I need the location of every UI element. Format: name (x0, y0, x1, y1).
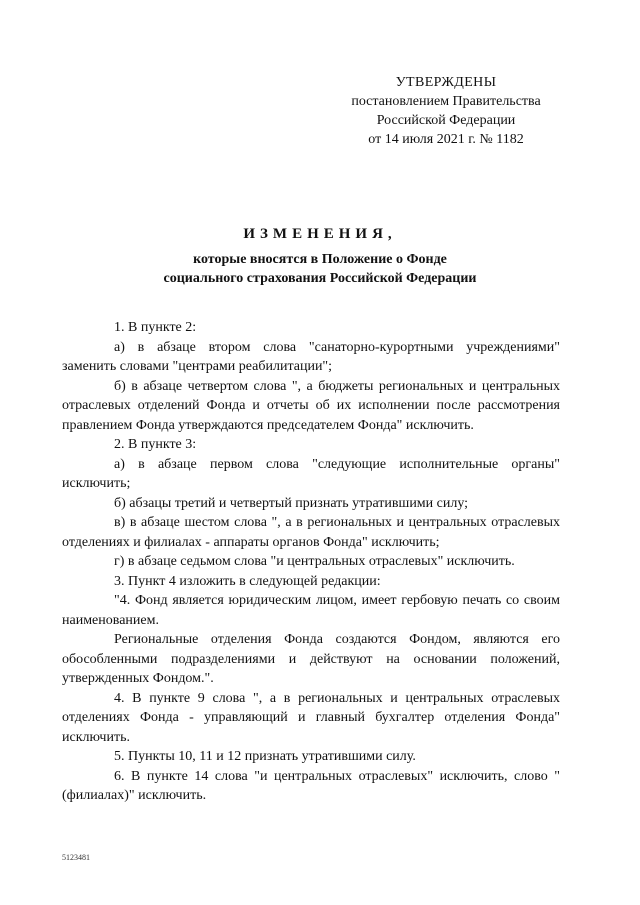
document-title: ИЗМЕНЕНИЯ, (243, 226, 397, 242)
document-code: 5123481 (62, 853, 90, 862)
paragraph-item-3-quote-2: Региональные отделения Фонда создаются Фондом, являются его обособленными подразделениями и действуют на основании положений, утвержденных Фондом.". (62, 632, 560, 686)
document-body (62, 318, 560, 806)
paragraph-item-3: 3. Пункт 4 изложить в следующей редакции: (114, 573, 381, 589)
paragraph-item-1b: б) в абзаце четвертом слова ", а бюджеты региональных и центральных отраслевых отделений Фонда и отчеты об их исполнении после рассмотрения правлением Фонда утверждаются председателем Фонда" исключить. (62, 378, 560, 433)
paragraph-item-2g: г) в абзаце седьмом слова "и центральных отраслевых" исключить. (114, 554, 515, 569)
paragraph-item-2a: а) в абзаце первом слова "следующие исполнительные органы" исключить; (62, 456, 560, 491)
paragraph-item-1: 1. В пункте 2: (114, 320, 197, 335)
paragraph-item-4: 4. В пункте 9 слова ", а в региональных и центральных отраслевых отделениях Фонда - управляющий и главный бухгалтер отделения Фонда" исключить. (62, 690, 560, 745)
approval-stamp (330, 73, 562, 149)
approval-line-resolution: постановлением Правительства (351, 94, 541, 109)
approval-line-government: Российской Федерации (376, 113, 516, 128)
paragraph-item-1a: а) в абзаце втором слова "санаторно-курортными учреждениями" заменить словами "центрами реабилитации"; (62, 339, 560, 374)
paragraph-item-5: 5. Пункты 10, 11 и 12 признать утратившими силу. (114, 749, 416, 764)
approval-line-date-number: от 14 июля 2021 г. № 1182 (368, 132, 524, 147)
document-subtitle (60, 250, 580, 288)
paragraph-item-2: 2. В пункте 3: (114, 437, 197, 452)
paragraph-item-6: 6. В пункте 14 слова "и центральных отраслевых" исключить, слово "(филиалах)" исключить. (62, 768, 560, 803)
document-subtitle-line-2: социального страхования Российской Федерации (163, 271, 477, 286)
document-subtitle-line-1: которые вносятся в Положение о Фонде (193, 252, 447, 267)
paragraph-item-2v: в) в абзаце шестом слова ", а в региональных и центральных отраслевых отделениях и филиалах - аппараты органов Фонда" исключить; (62, 515, 560, 550)
approval-title: УТВЕРЖДЕНЫ (395, 75, 497, 90)
paragraph-item-2b: б) абзацы третий и четвертый признать утратившими силу; (114, 495, 469, 511)
paragraph-item-3-quote-1: "4. Фонд является юридическим лицом, имеет гербовую печать со своим наименованием. (62, 593, 560, 628)
